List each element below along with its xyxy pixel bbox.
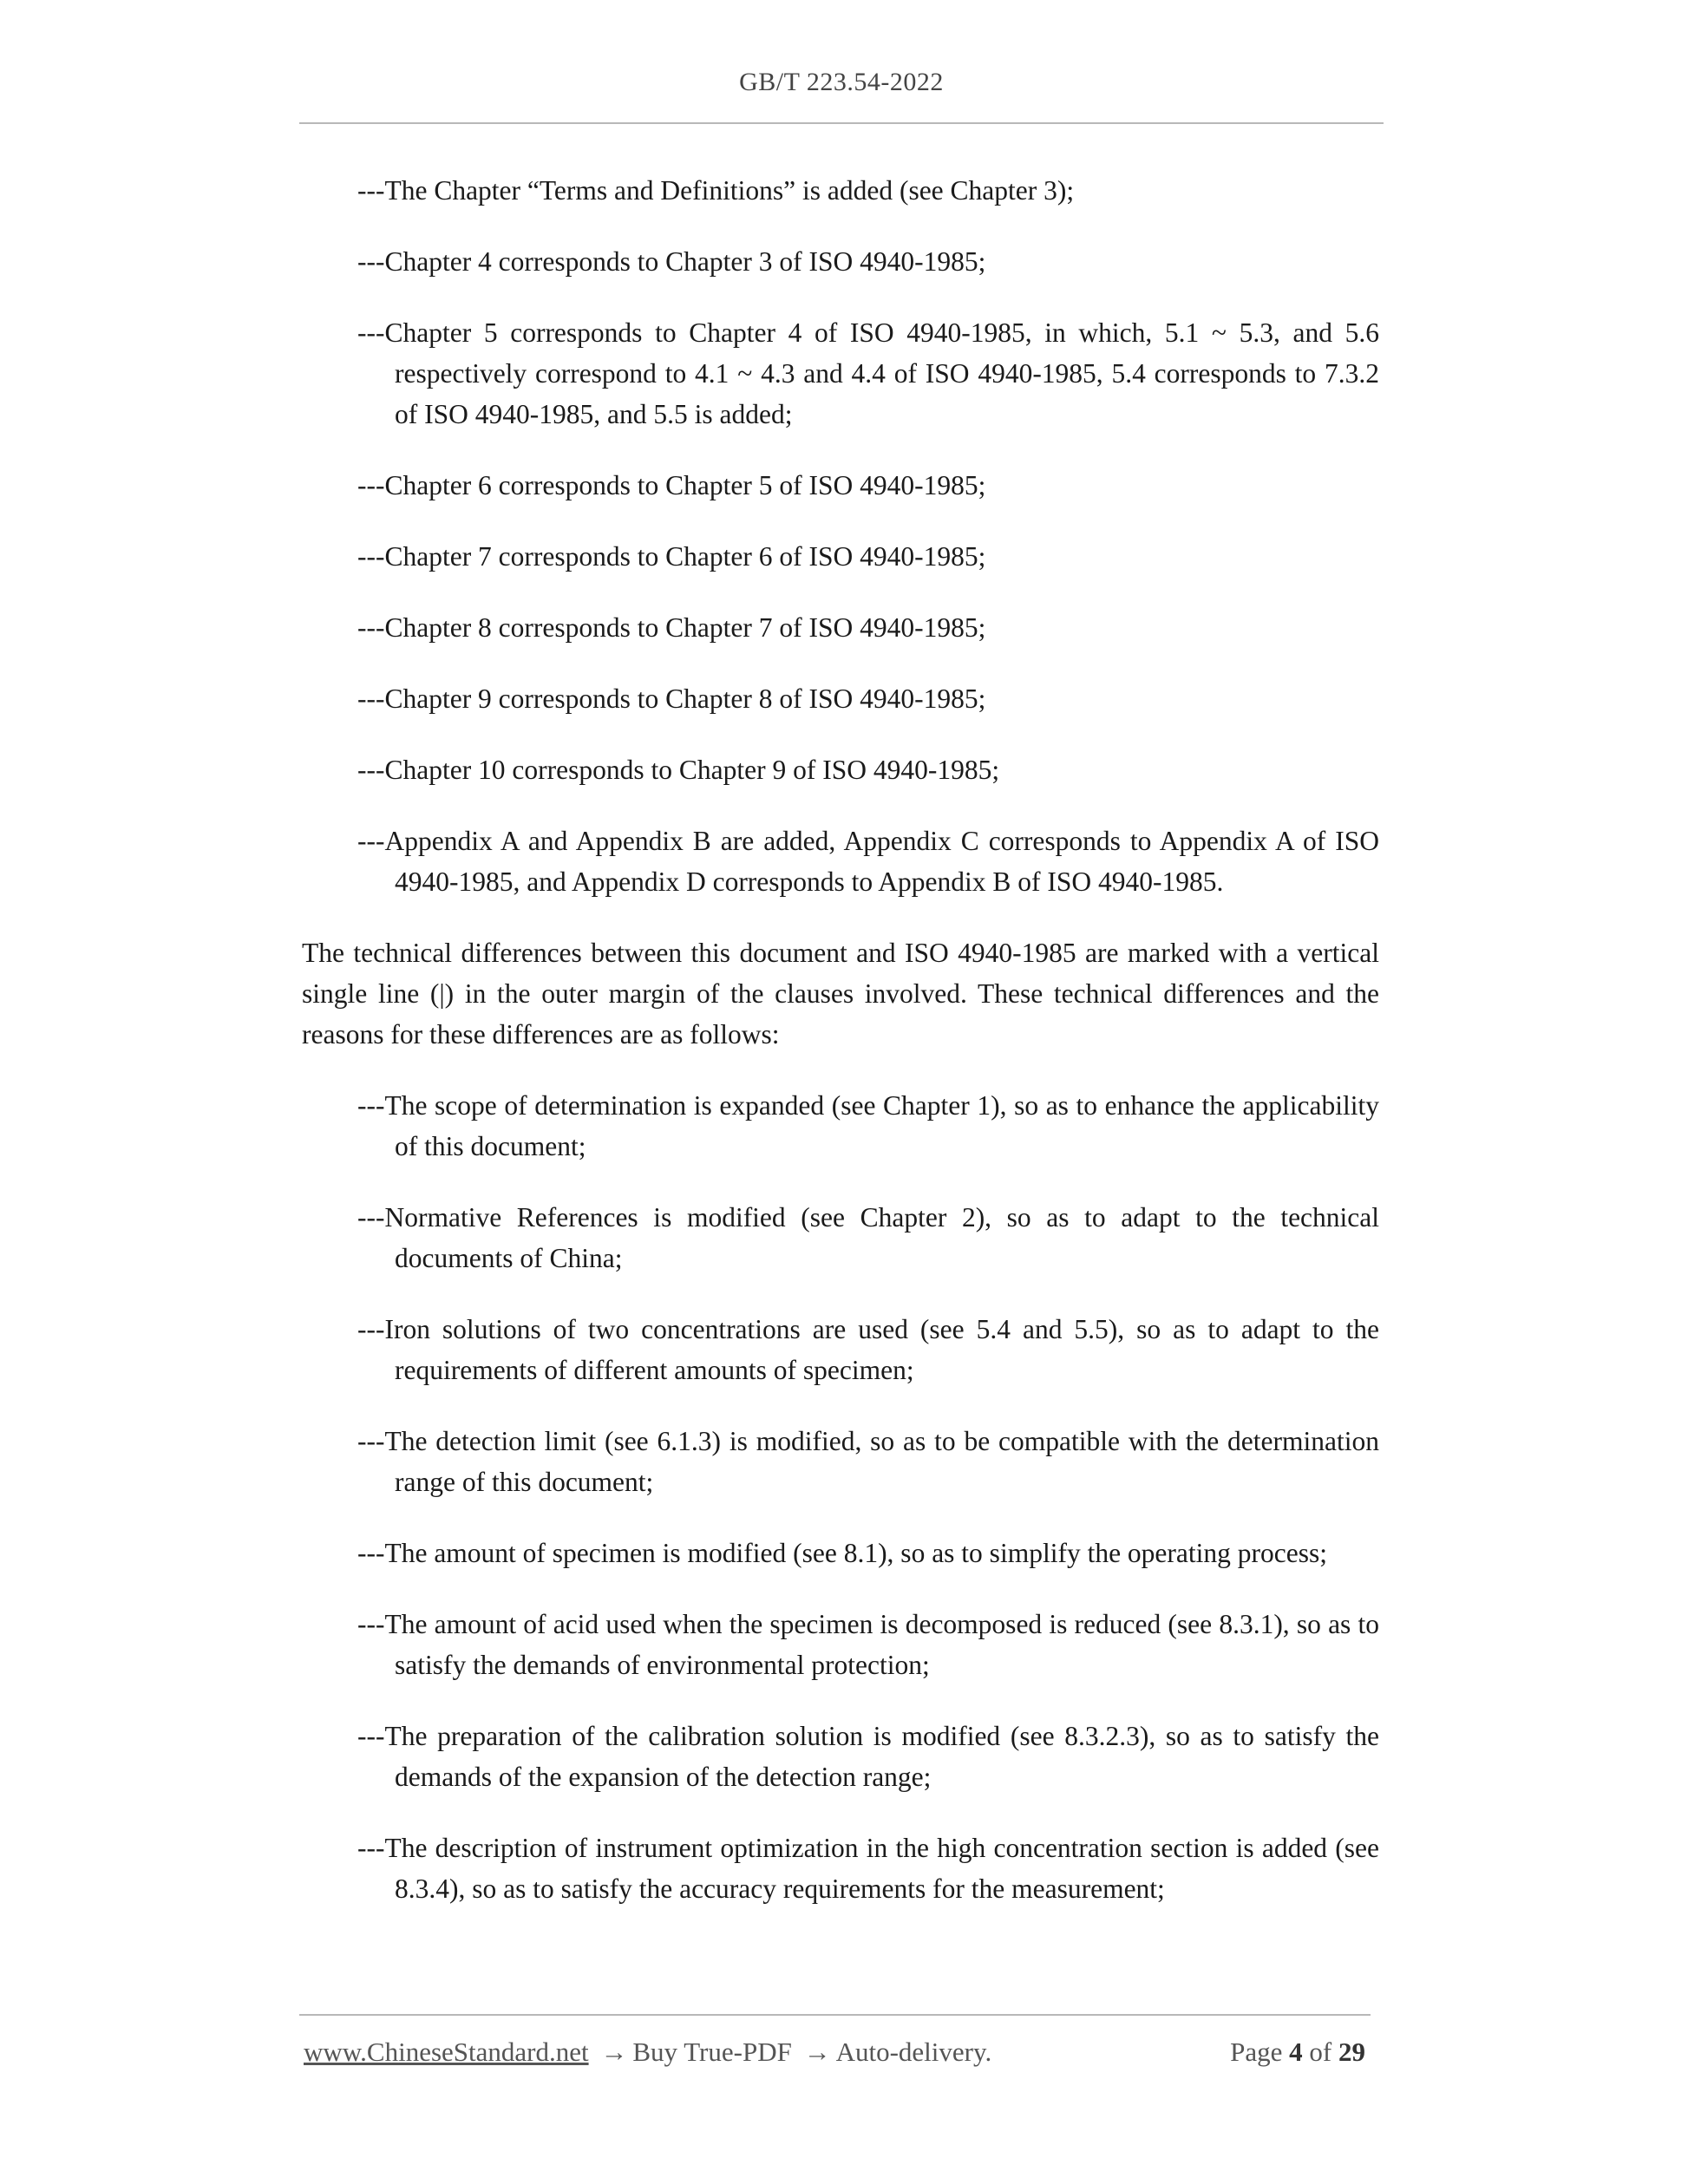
page-label: Page [1230, 2037, 1283, 2067]
arrow-right-icon: → [600, 2037, 628, 2067]
page-of: of [1309, 2037, 1332, 2067]
footer-divider [299, 2014, 1371, 2016]
list-item: ---Chapter 7 corresponds to Chapter 6 of ISO 4940-1985; [357, 541, 986, 572]
list-item: ---Normative References is modified (see Chapter 2), so as to adapt to the technical documents of China; [357, 1202, 1379, 1273]
delivery-text: Auto-delivery. [835, 2037, 992, 2067]
list-item: ---Chapter 4 corresponds to Chapter 3 of ISO 4940-1985; [357, 246, 986, 277]
technical-differences-paragraph: The technical differences between this document and ISO 4940-1985 are marked with a vertical single line (|) in the outer margin of the clauses involved. These technical differences and the reasons for these differences are as follows: [302, 938, 1379, 1049]
footer-promo [304, 2037, 991, 2068]
page-total: 29 [1338, 2037, 1365, 2067]
list-item: ---Appendix A and Appendix B are added, Appendix C corresponds to Appendix A of ISO 4940-1985, and Appendix D corresponds to Appendix B of ISO 4940-1985. [357, 826, 1379, 897]
list-item: ---Chapter 9 corresponds to Chapter 8 of ISO 4940-1985; [357, 683, 986, 714]
list-item: ---The preparation of the calibration solution is modified (see 8.3.2.3), so as to satisfy the demands of the expansion of the detection range; [357, 1721, 1379, 1792]
buy-text: Buy True-PDF [632, 2037, 792, 2067]
arrow-right-icon: → [803, 2037, 831, 2067]
list-item: ---The amount of specimen is modified (see 8.1), so as to simplify the operating process; [357, 1538, 1327, 1568]
page-header: GB/T 223.54-2022 [739, 68, 944, 96]
header-divider [299, 122, 1384, 124]
list-item: ---The scope of determination is expanded (see Chapter 1), so as to enhance the applicability of this document; [357, 1090, 1379, 1161]
page-current: 4 [1289, 2037, 1303, 2067]
list-item: ---The detection limit (see 6.1.3) is modified, so as to be compatible with the determination range of this document; [357, 1426, 1379, 1497]
page-number [1230, 2037, 1365, 2068]
document-body [302, 170, 1379, 1939]
list-item: ---Chapter 8 corresponds to Chapter 7 of ISO 4940-1985; [357, 612, 986, 643]
list-item: ---Chapter 6 corresponds to Chapter 5 of ISO 4940-1985; [357, 470, 986, 500]
list-item: ---The description of instrument optimization in the high concentration section is added (see 8.3.4), so as to satisfy the accuracy requirements for the measurement; [357, 1833, 1379, 1904]
list-item: ---The amount of acid used when the specimen is decomposed is reduced (see 8.3.1), so as to satisfy the demands of environmental protection; [357, 1609, 1379, 1680]
site-link[interactable]: www.ChineseStandard.net [304, 2037, 589, 2067]
list-item: ---The Chapter “Terms and Definitions” is added (see Chapter 3); [357, 175, 1075, 206]
list-item: ---Chapter 5 corresponds to Chapter 4 of ISO 4940-1985, in which, 5.1 ~ 5.3, and 5.6 respectively correspond to 4.1 ~ 4.3 and 4.4 of ISO 4940-1985, 5.4 corresponds to 7.3.2 of ISO 4940-1985, and 5.5 is added; [357, 317, 1379, 429]
list-item: ---Iron solutions of two concentrations are used (see 5.4 and 5.5), so as to adapt to the requirements of different amounts of specimen; [357, 1314, 1379, 1385]
list-item: ---Chapter 10 corresponds to Chapter 9 of ISO 4940-1985; [357, 755, 1000, 785]
